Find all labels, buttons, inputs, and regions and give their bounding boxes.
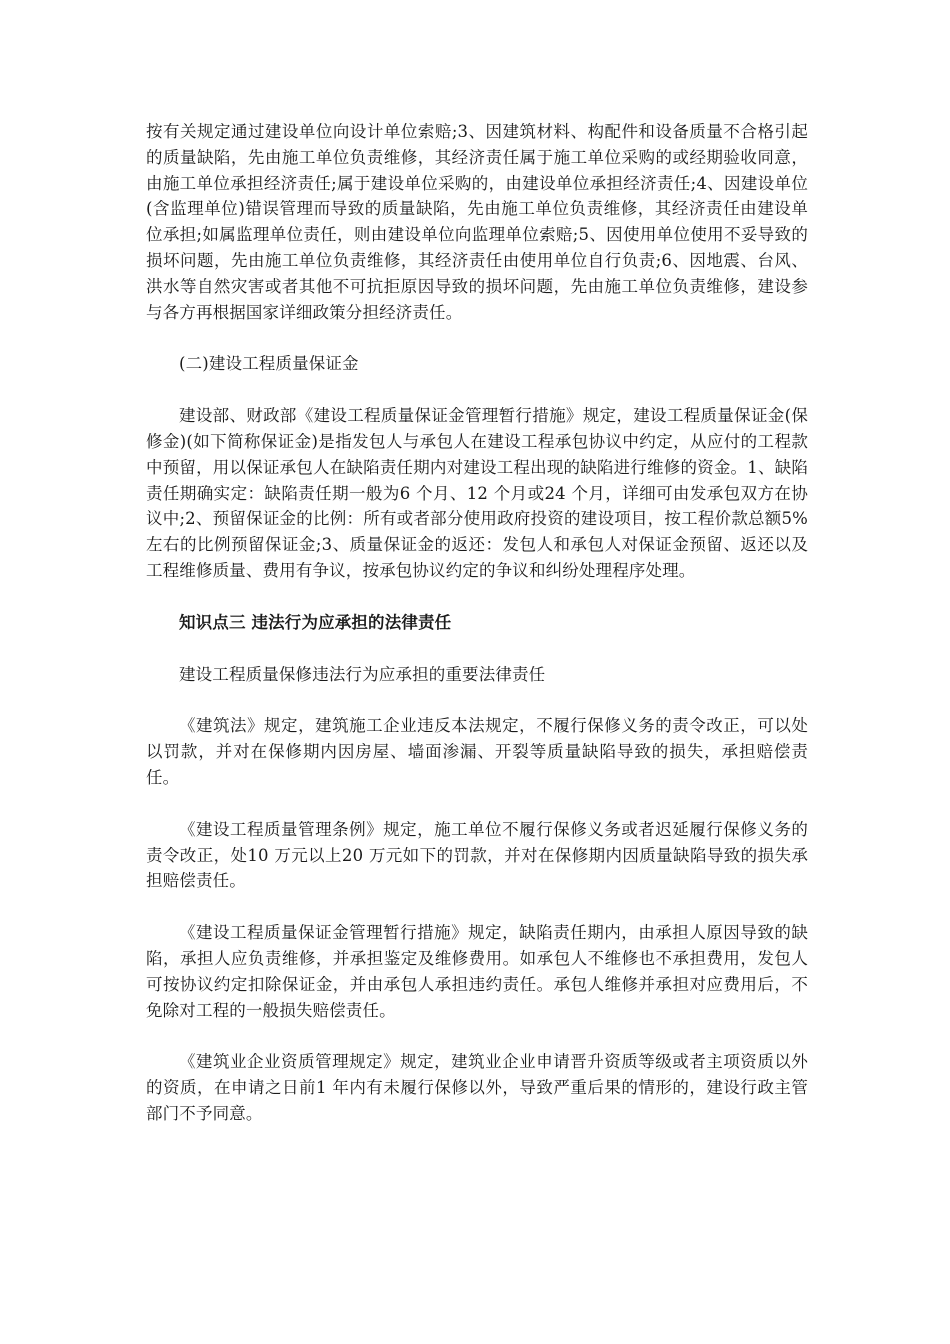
paragraph-construction-law: 《建筑法》规定，建筑施工企业违反本法规定，不履行保修义务的责令改正，可以处以罚款，并对在保修期内因房屋、墙面渗漏、开裂等质量缺陷导致的损失，承担赔偿责任。 — [146, 716, 808, 787]
paragraph-deposit-measures: 《建设工程质量保证金管理暂行措施》规定，缺陷责任期内，由承担人原因导致的缺陷，承担人应负责维修，并承担鉴定及维修费用。如承包人不维修也不承担费用，发包人可按协议约定扣除保证金，并由承包人承担违约责任。承包人维修并承担对应费用后，不免除对工程的一般损失赔偿责任。 — [146, 923, 808, 1020]
subheading-legal-liability: 建设工程质量保修违法行为应承担的重要法律责任 — [179, 664, 546, 684]
paragraph-quality-management-regulation: 《建设工程质量管理条例》规定，施工单位不履行保修义务或者迟延履行保修义务的责令改正，处10 万元以上20 万元如下的罚款，并对在保修期内因质量缺陷导致的损失承担赔偿责任。 — [146, 819, 808, 891]
paragraph-quality-deposit: 建设部、财政部《建设工程质量保证金管理暂行措施》规定，建设工程质量保证金(保修金)(如下简称保证金)是指发包人与承包人在建设工程承包协议中约定，从应付的工程款中预留，用以保证承包人在缺陷责任期内对建设工程出现的缺陷进行维修的资金。1、缺陷责任期确实定：缺陷责任期一般为6 个月、12 个月或24 个月，详细可由发承包双方在协议中;2、预留保证金的比例：所有或者部分使用政府投资的建设项目，按工程价款总额5%左右的比例预留保证金;3、质量保证金的返还：发包人和承包人对保证金预留、返还以及工程维修质量、费用有争议，按承包协议约定的争议和纠纷处理程序处理。 — [146, 406, 808, 580]
section-heading-quality-deposit: (二)建设工程质量保证金 — [179, 354, 359, 374]
paragraph-repair-liability-continued: 按有关规定通过建设单位向设计单位索赔;3、因建筑材料、构配件和设备质量不合格引起的质量缺陷，先由施工单位负责维修，其经济责任属于施工单位采购的或经期验收同意，由施工单位承担经济责任;属于建设单位采购的，由建设单位承担经济责任;4、因建设单位(含监理单位)错误管理而导致的质量缺陷，先由施工单位负责维修，其经济责任由建设单位承担;如属监理单位责任，则由建设单位向监理单位索赔;5、因使用单位使用不妥导致的损坏问题，先由施工单位负责维修，其经济责任由使用单位自行负责;6、因地震、台风、洪水等自然灾害或者其他不可抗拒原因导致的损坏问题，先由施工单位负责维修，建设参与各方再根据国家详细政策分担经济责任。 — [146, 122, 808, 322]
paragraph-qualification-regulation: 《建筑业企业资质管理规定》规定，建筑业企业申请晋升资质等级或者主项资质以外的资质，在申请之日前1 年内有未履行保修以外，导致严重后果的情形的，建设行政主管部门不予同意。 — [146, 1052, 808, 1123]
section-heading-knowledge-point-three: 知识点三 违法行为应承担的法律责任 — [179, 612, 452, 632]
document-body — [146, 119, 808, 1153]
